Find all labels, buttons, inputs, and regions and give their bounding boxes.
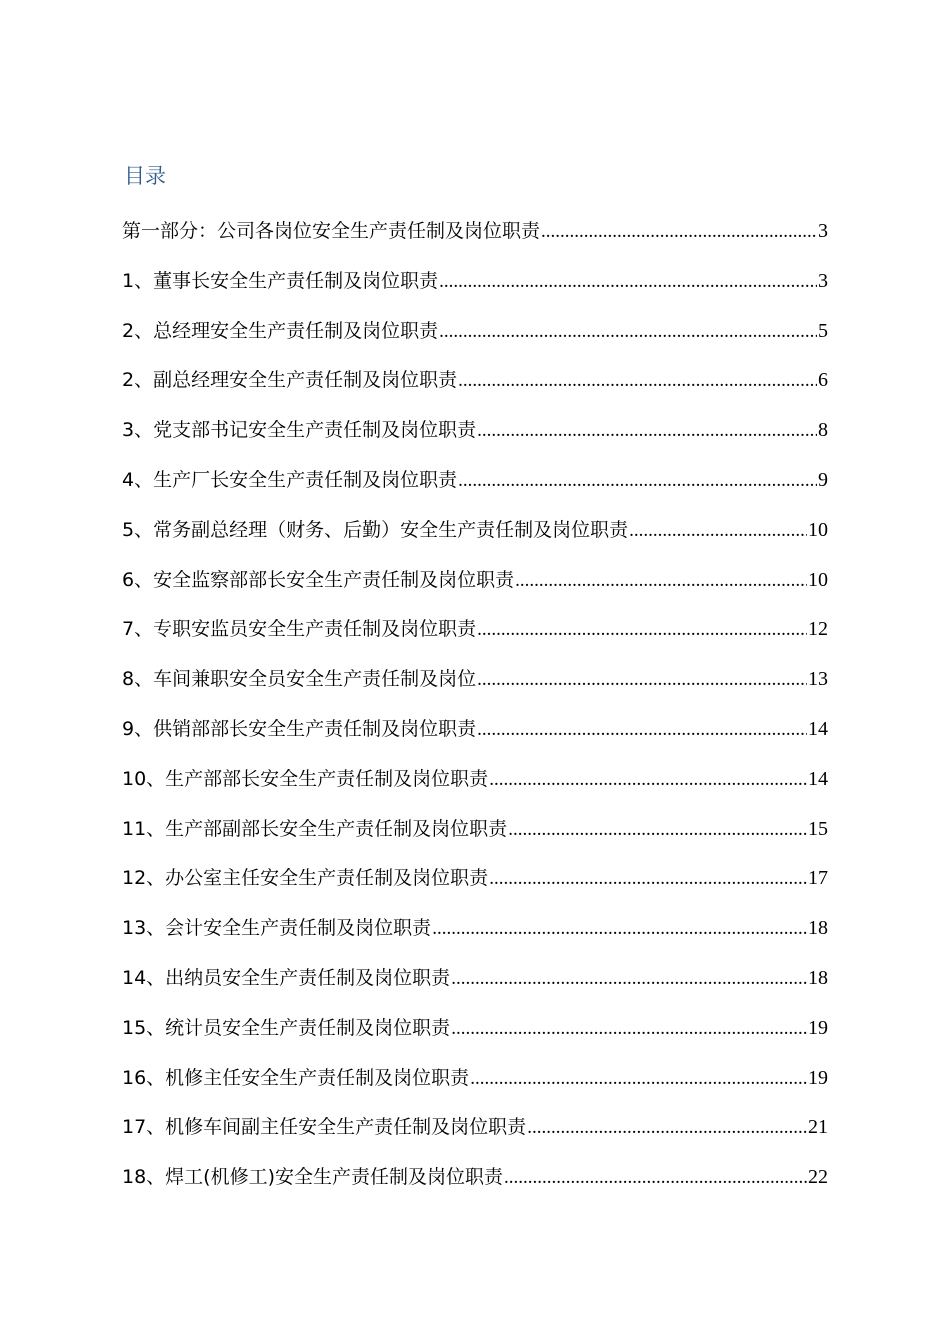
toc-dot-leader — [451, 1012, 807, 1046]
toc-title: 目录 — [124, 164, 166, 188]
toc-dot-leader — [458, 464, 817, 498]
toc-dot-leader — [504, 1161, 807, 1195]
toc-page-number: 19 — [808, 1016, 828, 1039]
toc-dot-leader — [432, 912, 807, 946]
toc-page-number: 14 — [808, 717, 828, 740]
toc-entry[interactable] — [122, 662, 828, 712]
toc-page-number: 12 — [808, 618, 828, 641]
toc-entry[interactable] — [122, 961, 828, 1011]
toc-entry[interactable] — [122, 612, 828, 662]
toc-entry-text: 6、安全监察部部长安全生产责任制及岗位职责 — [122, 568, 515, 591]
toc-entry-text: 8、车间兼职安全员安全生产责任制及岗位 — [122, 668, 477, 691]
toc-entry[interactable] — [122, 1011, 828, 1061]
toc-entry[interactable] — [122, 1160, 828, 1210]
toc-page-number: 3 — [818, 269, 828, 292]
toc-page-number: 17 — [808, 867, 828, 890]
toc-entry[interactable] — [122, 214, 828, 264]
toc-entry-text: 17、机修车间副主任安全生产责任制及岗位职责 — [122, 1116, 527, 1139]
toc-entry[interactable] — [122, 861, 828, 911]
toc-entry[interactable] — [122, 413, 828, 463]
toc-page-number: 15 — [808, 817, 828, 840]
toc-dot-leader — [508, 813, 807, 847]
toc-entry-text: 13、会计安全生产责任制及岗位职责 — [122, 917, 432, 940]
toc-page-number: 5 — [818, 319, 828, 342]
toc-entry-text: 9、供销部部长安全生产责任制及岗位职责 — [122, 717, 477, 740]
toc-dot-leader — [477, 613, 807, 647]
toc-page-number: 13 — [808, 668, 828, 691]
toc-entry[interactable] — [122, 762, 828, 812]
toc-entry[interactable] — [122, 712, 828, 762]
toc-page-number: 22 — [808, 1166, 828, 1189]
toc-entry[interactable] — [122, 1061, 828, 1111]
toc-dot-leader — [439, 315, 817, 349]
toc-page-number: 18 — [808, 966, 828, 989]
toc-page-number: 8 — [818, 419, 828, 442]
toc-entry-text: 1、董事长安全生产责任制及岗位职责 — [122, 269, 439, 292]
toc-page-number: 3 — [818, 220, 828, 242]
toc-entry-text: 第一部分：公司各岗位安全生产责任制及岗位职责 — [122, 220, 541, 242]
toc-page-number: 18 — [808, 917, 828, 940]
toc-entry-text: 2、副总经理安全生产责任制及岗位职责 — [122, 369, 458, 392]
toc-page-number: 9 — [818, 468, 828, 491]
toc-dot-leader — [477, 414, 817, 448]
toc-entry[interactable] — [122, 314, 828, 364]
toc-entry[interactable] — [122, 911, 828, 961]
toc-list — [122, 214, 828, 1210]
toc-entry-text: 2、总经理安全生产责任制及岗位职责 — [122, 319, 439, 342]
toc-dot-leader — [470, 1062, 807, 1096]
toc-entry-text: 14、出纳员安全生产责任制及岗位职责 — [122, 966, 451, 989]
toc-entry-text: 7、专职安监员安全生产责任制及岗位职责 — [122, 618, 477, 641]
toc-entry-text: 4、生产厂长安全生产责任制及岗位职责 — [122, 468, 458, 491]
toc-dot-leader — [489, 763, 807, 797]
toc-page-number: 14 — [808, 767, 828, 790]
toc-page-number: 10 — [808, 568, 828, 591]
toc-entry-text: 12、办公室主任安全生产责任制及岗位职责 — [122, 867, 489, 890]
toc-entry[interactable] — [122, 264, 828, 314]
toc-entry-text: 11、生产部副部长安全生产责任制及岗位职责 — [122, 817, 508, 840]
toc-dot-leader — [451, 962, 807, 996]
toc-page-number: 19 — [808, 1066, 828, 1089]
toc-entry-text: 15、统计员安全生产责任制及岗位职责 — [122, 1016, 451, 1039]
toc-dot-leader — [439, 265, 817, 299]
toc-entry[interactable] — [122, 812, 828, 862]
toc-dot-leader — [489, 862, 807, 896]
toc-entry-text: 3、党支部书记安全生产责任制及岗位职责 — [122, 419, 477, 442]
toc-page-number: 6 — [818, 369, 828, 392]
toc-entry-text: 18、焊工(机修工)安全生产责任制及岗位职责 — [122, 1166, 504, 1189]
toc-entry-text: 10、生产部部长安全生产责任制及岗位职责 — [122, 767, 489, 790]
toc-entry[interactable] — [122, 563, 828, 613]
toc-page-number: 21 — [808, 1116, 828, 1139]
toc-dot-leader — [515, 564, 807, 598]
toc-entry-text: 5、常务副总经理（财务、后勤）安全生产责任制及岗位职责 — [122, 518, 629, 541]
toc-entry[interactable] — [122, 463, 828, 513]
toc-entry[interactable] — [122, 513, 828, 563]
toc-entry-text: 16、机修主任安全生产责任制及岗位职责 — [122, 1066, 470, 1089]
toc-dot-leader — [527, 1111, 807, 1145]
toc-dot-leader — [477, 663, 807, 697]
toc-entry[interactable] — [122, 1110, 828, 1160]
toc-dot-leader — [458, 364, 817, 398]
toc-dot-leader — [541, 215, 817, 249]
toc-page-number: 10 — [808, 518, 828, 541]
toc-entry[interactable] — [122, 363, 828, 413]
toc-dot-leader — [629, 514, 807, 548]
toc-dot-leader — [477, 713, 807, 747]
